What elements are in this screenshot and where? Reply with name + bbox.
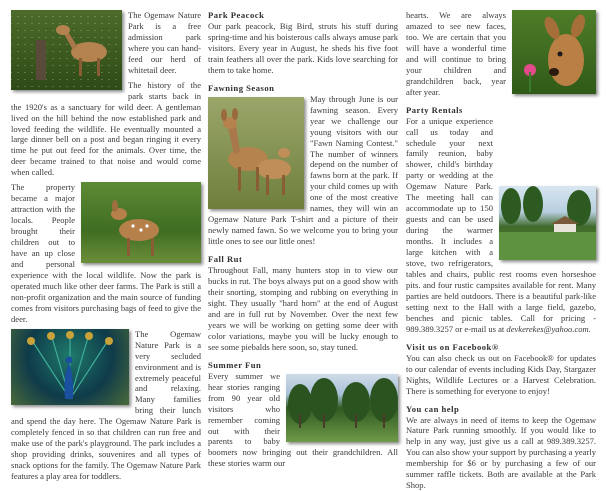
party-rentals-heading: Party Rentals (406, 105, 596, 116)
rentals-text: For a unique experience call us today and schedule your next family reunion, baby shower, child's birthday party or wedding at the Ogemaw Nature Park. The meeting hall can accommodate up to 150 guests and can be used during the warmer months. It includes a large kitchen with a stove, two refrigerators, tables and chairs, public rest rooms even horseshoe pits. and four rustic campsites available for rent. Many parties are held outdoors. There is a beautiful park-like setting next to the Hall with a large field, gazebo, benches and picnic tables. Call for pricing - 989.389.3257 or e-mail us at devkerekes@yahoo.com. (406, 116, 596, 335)
peacock-photo (11, 329, 129, 405)
facebook-heading: Visit us on Facebook® (406, 342, 596, 353)
summer-fun-heading: Summer Fun (208, 360, 398, 371)
summer-text: Every summer we hear stories ranging from 90 year old visitors who remember coming out with their parents to baby boomers now bringing out their grandchildren. All these stories warm our (208, 371, 398, 470)
help-text: We are always in need of items to keep the Ogemaw Nature Park running smoothly. If you would like to help in any way, just give us a call at 989.389.3257. You can also show your support by purchasing a yearly membership for $6 or by purchasing a few of our summer raffle tickets. Both are available at the Park Shop. (406, 415, 596, 491)
pavilion-photo (499, 186, 596, 260)
you-can-help-heading: You can help (406, 404, 596, 415)
history-text: The history of the park starts back in the 1920's as a sanctuary for wild deer. A gentleman lived on the hill behind the now established park and loved feeding the wildlife. He eventually mounted a large dinner bell on a post and began ringing it every time he put out feed for the animals. Over time, the deer became trained to that noise and would come when called. (11, 80, 201, 179)
fall-rut-heading: Fall Rut (208, 254, 398, 265)
secluded-text: The Ogemaw Nature Park is a very secluded environment and is extremely peaceful and relaxing. Many families bring their lunch and spend the day here. The Ogemaw Nature Park is completely fenced in so that children can run free and make use of the park's playground. The park includes a shop providing drinks, souvenires and all types of snack options for the family. The Ogemaw Nature Park features a play area for toddlers. (11, 329, 201, 482)
fawning-season-heading: Fawning Season (208, 83, 398, 94)
rut-text: Throughout Fall, many hunters stop in to view our bucks in rut. The boys always put on a good show with their snorting, stomping and rubbing on everything in sight. They usually "hard horn" at the end of August and are in full rut by November. Over the next few years we will be working on getting some deer with color variations, maybe you will be lucky enough to see some piebalds here soon, so, stay tuned. (208, 265, 398, 353)
fawning-text: May through June is our fawning season. Every year we challenge our young visitors with our "Fawn Naming Contest." The number of winners depend on the number of fawns born at the park. If your child comes up with one of the most creative names, they will win an Ogemaw Nature Park T-shirt and a picture of their newly named fawn. So we welcome you to bring your little ones to see our little ones! (208, 94, 398, 247)
intro-text: The Ogemaw Nature Park is a free admission park where you can hand-feed our herd of whitetail deer. (11, 10, 201, 76)
right-column (406, 10, 596, 491)
peacock-text: Our park peacock, Big Bird, struts his stuff during spring-time and his boisterous calls always amuse park visitors. Every year in August, he sheds his five foot train feathers all over the park. Kids love searching for them to take home. (208, 21, 398, 76)
deer-at-fence-photo (11, 10, 122, 90)
hearts-text: hearts. We are always amazed to see new faces, too. We are certain that you will have a wonderful time and will continue to bring your children and grandchildren back, year after year. (406, 10, 596, 98)
park-peacock-heading: Park Peacock (208, 10, 398, 21)
left-column (11, 10, 201, 482)
fawn-with-flower-photo (512, 10, 596, 94)
middle-column (208, 10, 398, 469)
wooded-park-photo (286, 374, 398, 442)
contact-email[interactable]: devkerekes@yahoo.com. (506, 324, 590, 334)
fawns-photo (208, 97, 304, 209)
property-text: The property became a major attraction with the locals. People brought their children out to have an up close and personal experience with the local wildlife. Now the park is operated much like other deer farms. The Park is still a non-profit organization and the main source of funding comes from visitors purchasing bags of feed to give the deer. (11, 182, 201, 324)
fawn-in-grass-photo (81, 182, 201, 263)
facebook-text: You can also check us out on Facebook® for updates to our calendar of events including Kids Day, Stargazer Nights, Wildlife Lectures or a Harvest Celebration. There is something for everyone to enjoy! (406, 353, 596, 397)
